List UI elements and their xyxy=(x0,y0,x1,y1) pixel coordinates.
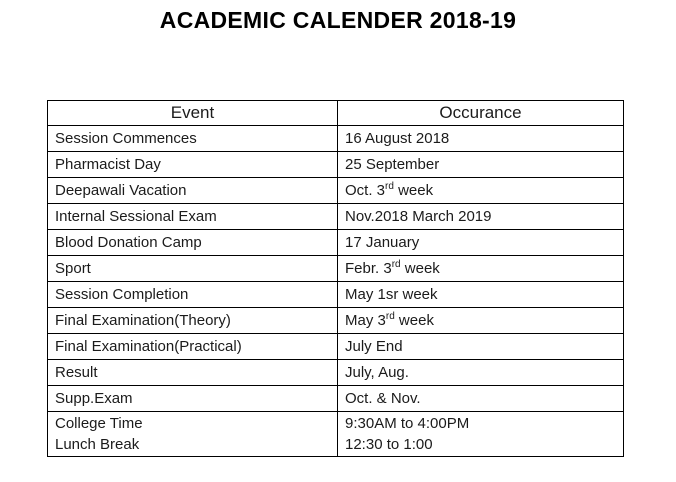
cell-line: Blood Donation Camp xyxy=(55,234,202,251)
cell-line: 9:30AM to 4:00PM xyxy=(345,415,470,432)
event-cell xyxy=(48,256,338,282)
cell-line: Oct. 3rd week xyxy=(345,181,434,199)
cell-line: Pharmacist Day xyxy=(55,156,161,173)
cell-line: Internal Sessional Exam xyxy=(55,208,217,225)
table-row xyxy=(48,230,624,256)
cell-line: Result xyxy=(55,364,98,381)
table-row xyxy=(48,152,624,178)
occurance-cell xyxy=(338,230,624,256)
event-cell xyxy=(48,204,338,230)
occurance-cell xyxy=(338,360,624,386)
cell-line: May 1sr week xyxy=(345,286,438,303)
event-cell xyxy=(48,230,338,256)
event-cell xyxy=(48,308,338,334)
occurance-cell xyxy=(338,256,624,282)
academic-calendar-table xyxy=(47,100,624,457)
cell-line: Session Completion xyxy=(55,286,189,303)
occurance-cell xyxy=(338,204,624,230)
cell-line: May 3rd week xyxy=(345,311,434,329)
cell-line: Lunch Break xyxy=(55,436,140,453)
event-cell xyxy=(48,178,338,204)
cell-line: Final Examination(Theory) xyxy=(55,312,231,329)
cell-line: July End xyxy=(345,338,403,355)
cell-line: College Time xyxy=(55,415,143,432)
event-cell xyxy=(48,282,338,308)
event-cell xyxy=(48,152,338,178)
cell-line: Sport xyxy=(55,260,91,277)
table-row xyxy=(48,360,624,386)
cell-line: July, Aug. xyxy=(345,364,409,381)
table-row xyxy=(48,282,624,308)
cell-line: Session Commences xyxy=(55,130,197,147)
column-header-event: Event xyxy=(48,101,338,126)
event-cell xyxy=(48,360,338,386)
cell-line: Supp.Exam xyxy=(55,390,133,407)
table-row xyxy=(48,178,624,204)
cell-line: Final Examination(Practical) xyxy=(55,338,242,355)
cell-line: Febr. 3rd week xyxy=(345,259,440,277)
event-cell xyxy=(48,334,338,360)
occurance-cell xyxy=(338,178,624,204)
event-cell xyxy=(48,126,338,152)
occurance-cell xyxy=(338,386,624,412)
table-header-row xyxy=(48,101,624,126)
cell-line: Deepawali Vacation xyxy=(55,182,187,199)
column-header-occurance: Occurance xyxy=(338,101,624,126)
table-row xyxy=(48,412,624,457)
occurance-cell xyxy=(338,126,624,152)
event-cell xyxy=(48,386,338,412)
event-cell xyxy=(48,412,338,457)
table-row xyxy=(48,334,624,360)
table-row xyxy=(48,126,624,152)
table-row xyxy=(48,256,624,282)
table-row xyxy=(48,386,624,412)
occurance-cell xyxy=(338,412,624,457)
table-row xyxy=(48,204,624,230)
table-row xyxy=(48,308,624,334)
occurance-cell xyxy=(338,334,624,360)
cell-line: 12:30 to 1:00 xyxy=(345,436,433,453)
cell-line: Oct. & Nov. xyxy=(345,390,421,407)
table-body xyxy=(48,126,624,457)
occurance-cell xyxy=(338,152,624,178)
occurance-cell xyxy=(338,282,624,308)
cell-line: Nov.2018 March 2019 xyxy=(345,208,492,225)
page-title: ACADEMIC CALENDER 2018-19 xyxy=(159,7,517,33)
cell-line: 25 September xyxy=(345,156,440,173)
occurance-cell xyxy=(338,308,624,334)
cell-line: 16 August 2018 xyxy=(345,130,450,147)
cell-line: 17 January xyxy=(345,234,420,251)
